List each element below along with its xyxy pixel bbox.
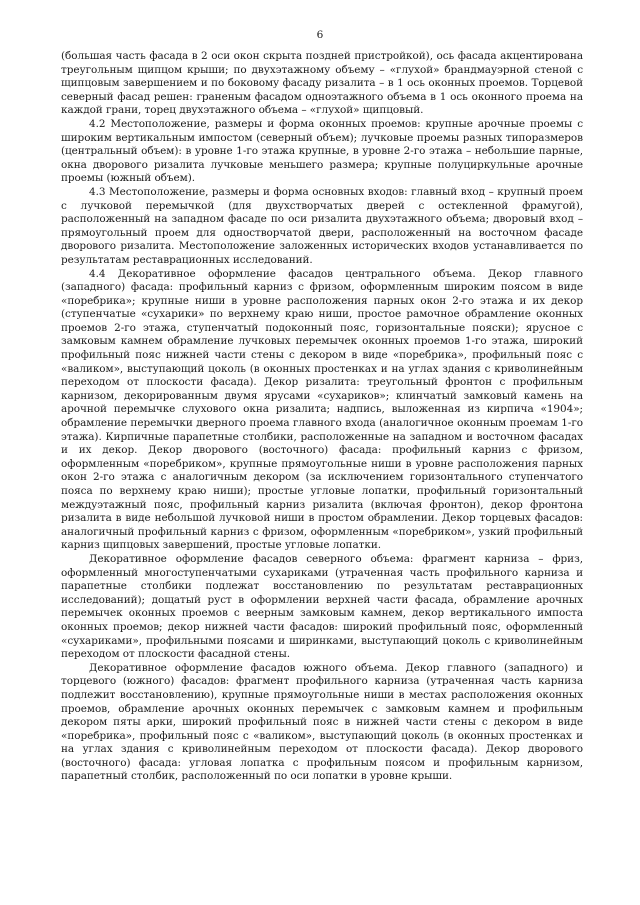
paragraph-continuation: (большая часть фасада в 2 оси окон скрыта поздней пристройкой), ось фасада акцентирована треугольным щипцом крыши; по двухэтажному объему – «глухой» брандмауэрной стеной с щипцовым завершением и по боковому фасаду ризалита – в 1 ось оконных проемов. Торцевой северный фасад решен: граненым фасадом одноэтажного объема в 1 ось оконного проема на каждой грани, торец двухэтажного объема – «глухой» щипцовый. [61, 50, 583, 117]
paragraph-4-4-central-volume-decor: 4.4 Декоративное оформление фасадов центрального объема. Декор главного (западного) фасада: профильный карниз с фризом, оформленным широким поясом в виде «поребрика»; крупные ниши в уровне расположения парных окон 2-го этажа и их декор (ступенчатые «сухарики» по верхнему краю ниши, простое рамочное обрамление оконных проемов 2-го этажа, ступенчатый подоконный пояс, горизонтальные пояски); ярусное с замковым камнем обрамление лучковых перемычек оконных проемов 1-го этажа, широкий профильный пояс нижней части стены с декором в виде «поребрика», профильный пояс с «валиком», выступающий цоколь (в оконных простенках и на углах здания с криволинейным переходом от плоскости фасада). Декор ризалита: треугольный фронтон с профильным карнизом, декорированным двумя ярусами «сухариков»; клинчатый замковый камень на арочной перемычке слухового окна ризалита; надпись, выложенная из кирпича «1904»; обрамление перемычки дверного проема главного входа (аналогичное оконным проемам 1-го этажа). Кирпичные парапетные столбики, расположенные на западном и восточном фасадах и их декор. Декор дворового (восточного) фасада: профильный карниз с фризом, оформленным «поребриком», крупные прямоугольные ниши в уровне расположения парных окон 2-го этажа с аналогичным декором (за исключением горизонтального ступенчатого пояса по верхнему краю ниши); простые угловые лопатки, профильный горизонтальный междуэтажный пояс, профильный карниз ризалита (включая фронтон), декор фронтона ризалита в виде небольшой лучковой ниши в простом обрамлении. Декор торцевых фасадов: аналогичный профильный карниз с фризом, оформленным «поребриком», узкий профильный карниз щипцовых завершений, простые угловые лопатки. [61, 267, 583, 552]
paragraph-south-volume-decor: Декоративное оформление фасадов южного объема. Декор главного (западного) и торцевого (южного) фасадов: фрагмент профильного карниза (утраченная часть карниза подлежит восстановлению), крупные прямоугольные ниши в местах расположения оконных проемов, обрамление арочных оконных перемычек с замковым камнем и профильным декором пяты арки, широкий профильный пояс в нижней части стены с декором в виде «поребрика», профильный пояс с «валиком», выступающий цоколь (в оконных простенках и на углах здания с криволинейным переходом от плоскости фасада). Декор дворового (восточного) фасада: угловая лопатка с профильным поясом и профильным карнизом, парапетный столбик, расположенный по оси лопатки в уровне крыши. [61, 661, 583, 783]
paragraph-4-3-main-entrances: 4.3 Местоположение, размеры и форма основных входов: главный вход – крупный проем с лучковой перемычкой (для двухстворчатых дверей с остекленной фрамугой), расположенный на западном фасаде по оси ризалита двухэтажного объема; дворовый вход – прямоугольный проем для одностворчатой двери, расположенный на восточном фасаде дворового ризалита. Местоположение заложенных исторических входов устанавливается по результатам реставрационных исследований. [61, 185, 583, 266]
paragraph-4-2-window-openings: 4.2 Местоположение, размеры и форма оконных проемов: крупные арочные проемы с широким вертикальным импостом (северный объем); лучковые проемы разных типоразмеров (центральный объем): в уровне 1-го этажа крупные, в уровне 2-го этажа – небольшие парные, окна дворового ризалита лучковые меньшего размера; крупные полуциркульные арочные проемы (южный объем). [61, 117, 583, 185]
paragraph-north-volume-decor: Декоративное оформление фасадов северного объема: фрагмент карниза – фриз, оформленный многоступенчатыми сухариками (утраченная часть профильного карниза и парапетные столбики подлежат восстановлению по результатам реставрационных исследований); дощатый руст в оформлении верхней части фасада, обрамление арочных перемычек оконных проемов с веерным замковым камнем, декор вертикального импоста оконных проемов; декор нижней части фасадов: широкий профильный пояс, оформленный «сухариками», профильными поясами и ширинками, выступающий цоколь с криволинейным переходом от плоскости фасадной стены. [61, 552, 583, 661]
page-number: 6 [316, 29, 324, 41]
document-body [61, 50, 583, 784]
